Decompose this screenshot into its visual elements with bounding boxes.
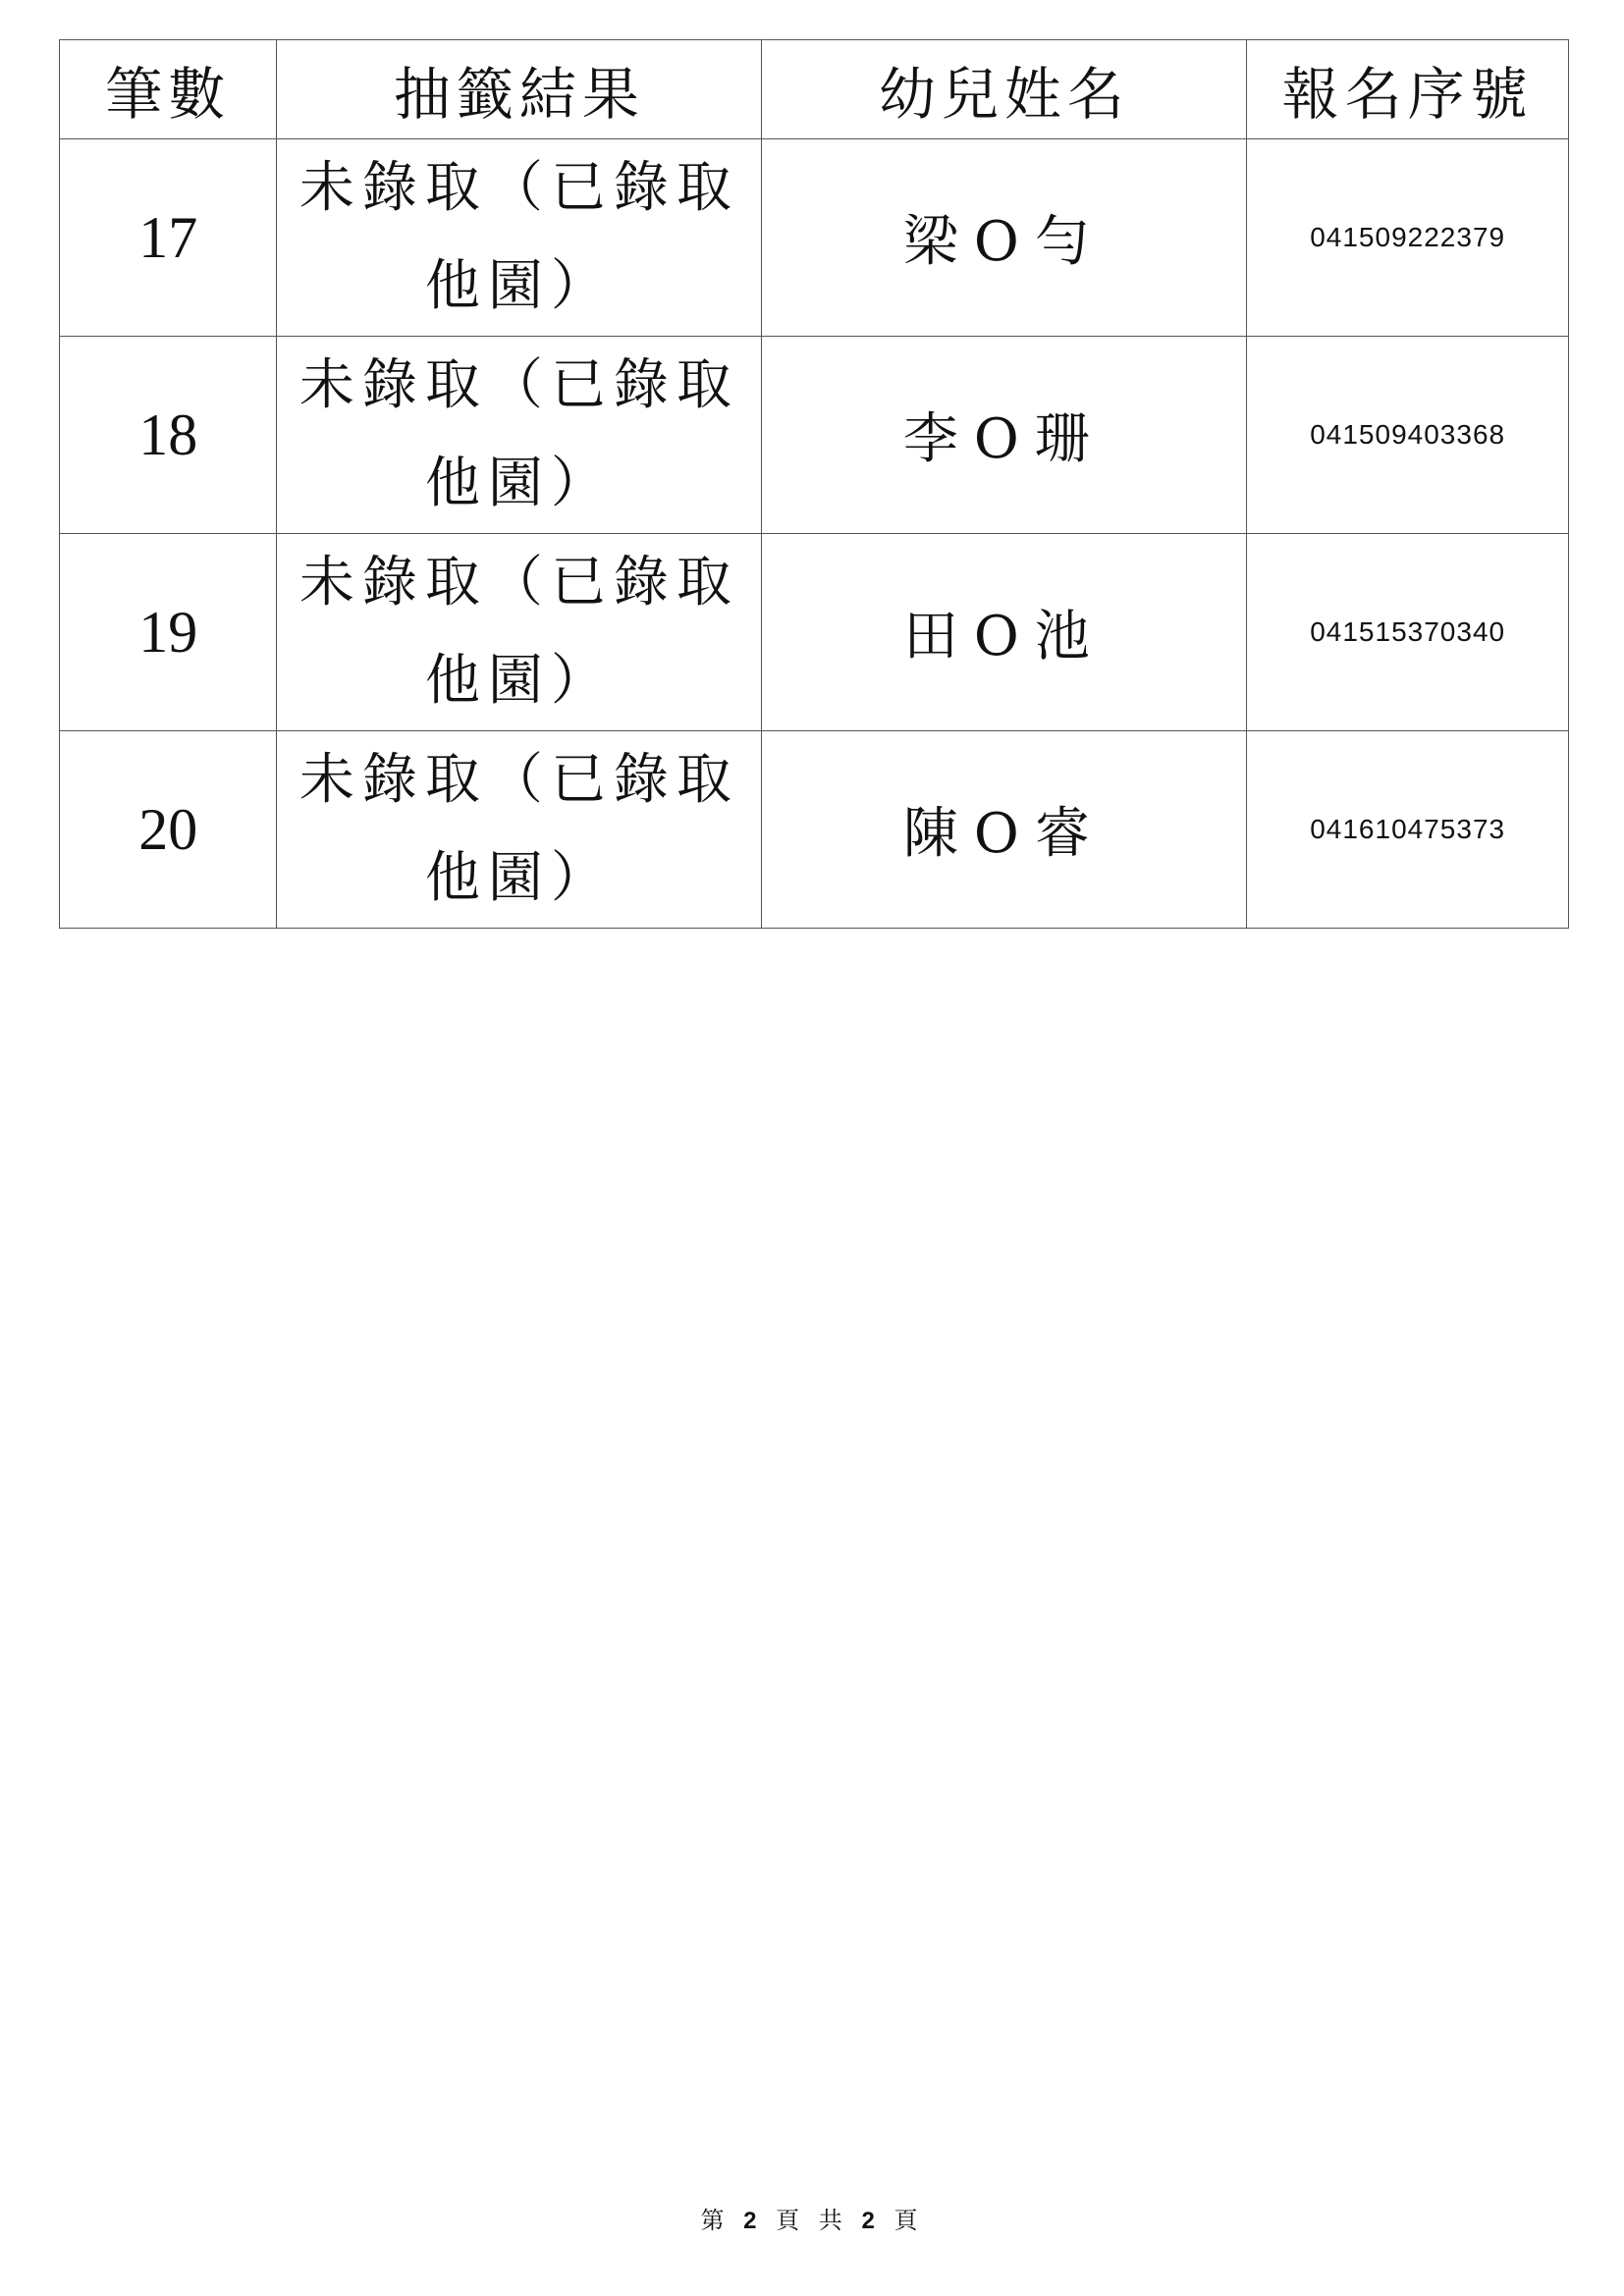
row-count: 20 bbox=[60, 731, 277, 929]
page-total: 2 bbox=[861, 2208, 881, 2234]
header-count: 筆數 bbox=[60, 40, 277, 139]
lottery-results-table bbox=[59, 39, 1569, 929]
table-row bbox=[60, 337, 1569, 534]
page-current: 2 bbox=[743, 2208, 763, 2234]
row-child-name: 李O珊 bbox=[762, 337, 1247, 534]
page-suffix: 頁 bbox=[893, 2207, 924, 2234]
page-prefix: 第 bbox=[700, 2207, 731, 2234]
header-name: 幼兒姓名 bbox=[762, 40, 1247, 139]
row-result: 未錄取（已錄取他園） bbox=[277, 139, 762, 337]
row-result: 未錄取（已錄取他園） bbox=[277, 731, 762, 929]
row-child-name: 陳O睿 bbox=[762, 731, 1247, 929]
table-header-row bbox=[60, 40, 1569, 139]
row-count: 17 bbox=[60, 139, 277, 337]
row-serial: 041509403368 bbox=[1247, 337, 1569, 534]
page-mid: 頁 共 bbox=[776, 2207, 848, 2234]
table-row bbox=[60, 139, 1569, 337]
table-row bbox=[60, 534, 1569, 731]
row-count: 18 bbox=[60, 337, 277, 534]
header-serial: 報名序號 bbox=[1247, 40, 1569, 139]
page-number-footer bbox=[0, 2201, 1624, 2235]
row-serial: 041515370340 bbox=[1247, 534, 1569, 731]
row-serial: 041610475373 bbox=[1247, 731, 1569, 929]
row-count: 19 bbox=[60, 534, 277, 731]
row-child-name: 田O池 bbox=[762, 534, 1247, 731]
header-result: 抽籤結果 bbox=[277, 40, 762, 139]
row-result: 未錄取（已錄取他園） bbox=[277, 337, 762, 534]
row-result: 未錄取（已錄取他園） bbox=[277, 534, 762, 731]
table-row bbox=[60, 731, 1569, 929]
row-serial: 041509222379 bbox=[1247, 139, 1569, 337]
row-child-name: 梁O勻 bbox=[762, 139, 1247, 337]
